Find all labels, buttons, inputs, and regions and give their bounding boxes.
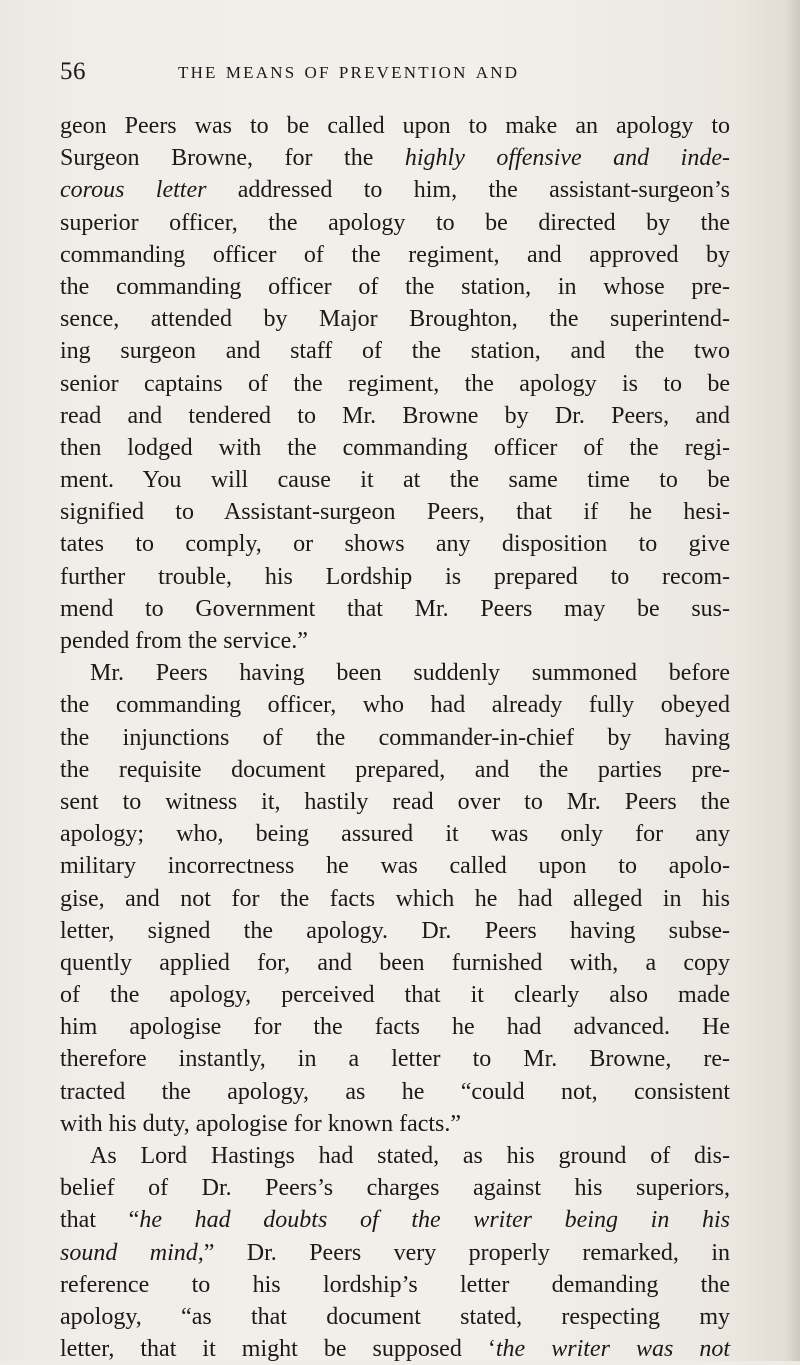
text-line: superior officer, the apology to be directed by the — [60, 209, 730, 236]
text-line: reference to his lordship’s letter demanding the — [60, 1271, 730, 1298]
text-line: belief of Dr. Peers’s charges against his superiors, — [60, 1175, 730, 1202]
text-line: the commanding officer, who had already fully obeyed — [60, 692, 730, 719]
text-line: quently applied for, and been furnished with, a copy — [60, 949, 730, 976]
text-line: geon Peers was to be called upon to make an apology to — [60, 113, 730, 139]
text-line: pended from the service.” — [60, 628, 308, 654]
text-line — [60, 174, 730, 206]
italic-text: he had doubts of the writer being in his — [139, 1207, 730, 1234]
text-line: senior captains of the regiment, the apology is to be — [60, 370, 730, 397]
text-line: the requisite document prepared, and the parties pre- — [60, 756, 730, 783]
text-segment: that “ — [60, 1207, 140, 1234]
text-line: him apologise for the facts he had advanced. He — [60, 1014, 730, 1041]
text-line — [60, 1204, 730, 1236]
text-line: with his duty, apologise for known facts.” — [60, 1110, 462, 1137]
text-line: of the apology, perceived that it clearly also made — [60, 982, 730, 1009]
text-line: mend to Government that Mr. Peers may be sus- — [60, 595, 730, 622]
text-line: sent to witness it, hastily read over to Mr. Peers the — [60, 788, 730, 815]
text-line: tracted the apology, as he “could not, consistent — [60, 1078, 730, 1105]
text-line: signified to Assistant-surgeon Peers, that if he hesi- — [60, 499, 730, 526]
text-line — [60, 142, 730, 174]
text-line: read and tendered to Mr. Browne by Dr. Peers, and — [60, 402, 730, 429]
text-line: further trouble, his Lordship is prepared to recom- — [60, 563, 730, 590]
page-header — [60, 58, 740, 98]
italic-text: the writer was not — [495, 1336, 730, 1363]
text-line: the commanding officer of the station, in whose pre- — [60, 273, 730, 300]
text-line: sence, attended by Major Broughton, the superintend- — [60, 306, 730, 333]
text-line: the injunctions of the commander-in-chief by having — [60, 724, 730, 751]
page-number: 56 — [60, 58, 86, 85]
text-line: commanding officer of the regiment, and approved by — [60, 241, 730, 268]
text-segment: ” Dr. Peers very properly remarked, in — [203, 1239, 730, 1266]
text-line: therefore instantly, in a letter to Mr. Browne, re- — [60, 1046, 730, 1073]
text-line: ing surgeon and staff of the station, and the two — [60, 338, 730, 365]
text-line: military incorrectness he was called upon to apolo- — [60, 853, 730, 880]
running-title: the means of prevention and — [178, 58, 520, 84]
text-line: apology, “as that document stated, respecting my — [60, 1303, 730, 1330]
italic-text: highly offensive and inde- — [404, 145, 730, 172]
text-line: ment. You will cause it at the same time to be — [60, 467, 730, 494]
text-segment: letter, that it might be supposed ‘ — [60, 1336, 496, 1363]
text-line: gise, and not for the facts which he had alleged in his — [60, 885, 730, 912]
text-line: Mr. Peers having been suddenly summoned before — [90, 660, 730, 687]
text-segment: addressed to him, the assistant-surgeon’s — [206, 177, 730, 204]
text-line: letter, signed the apology. Dr. Peers having subse- — [60, 917, 730, 944]
italic-text: sound mind, — [60, 1239, 204, 1266]
text-line: As Lord Hastings had stated, as his ground of dis- — [90, 1143, 730, 1169]
text-line — [60, 1237, 730, 1269]
body-text — [60, 110, 730, 1365]
text-line: then lodged with the commanding officer of the regi- — [60, 434, 730, 461]
text-segment: Surgeon Browne, for the — [60, 145, 405, 172]
text-line: apology; who, being assured it was only for any — [60, 821, 730, 848]
text-line: tates to comply, or shows any disposition to give — [60, 531, 730, 558]
italic-text: corous letter — [60, 177, 207, 204]
text-line — [60, 1333, 730, 1365]
page-edge-shadow — [786, 0, 800, 1361]
